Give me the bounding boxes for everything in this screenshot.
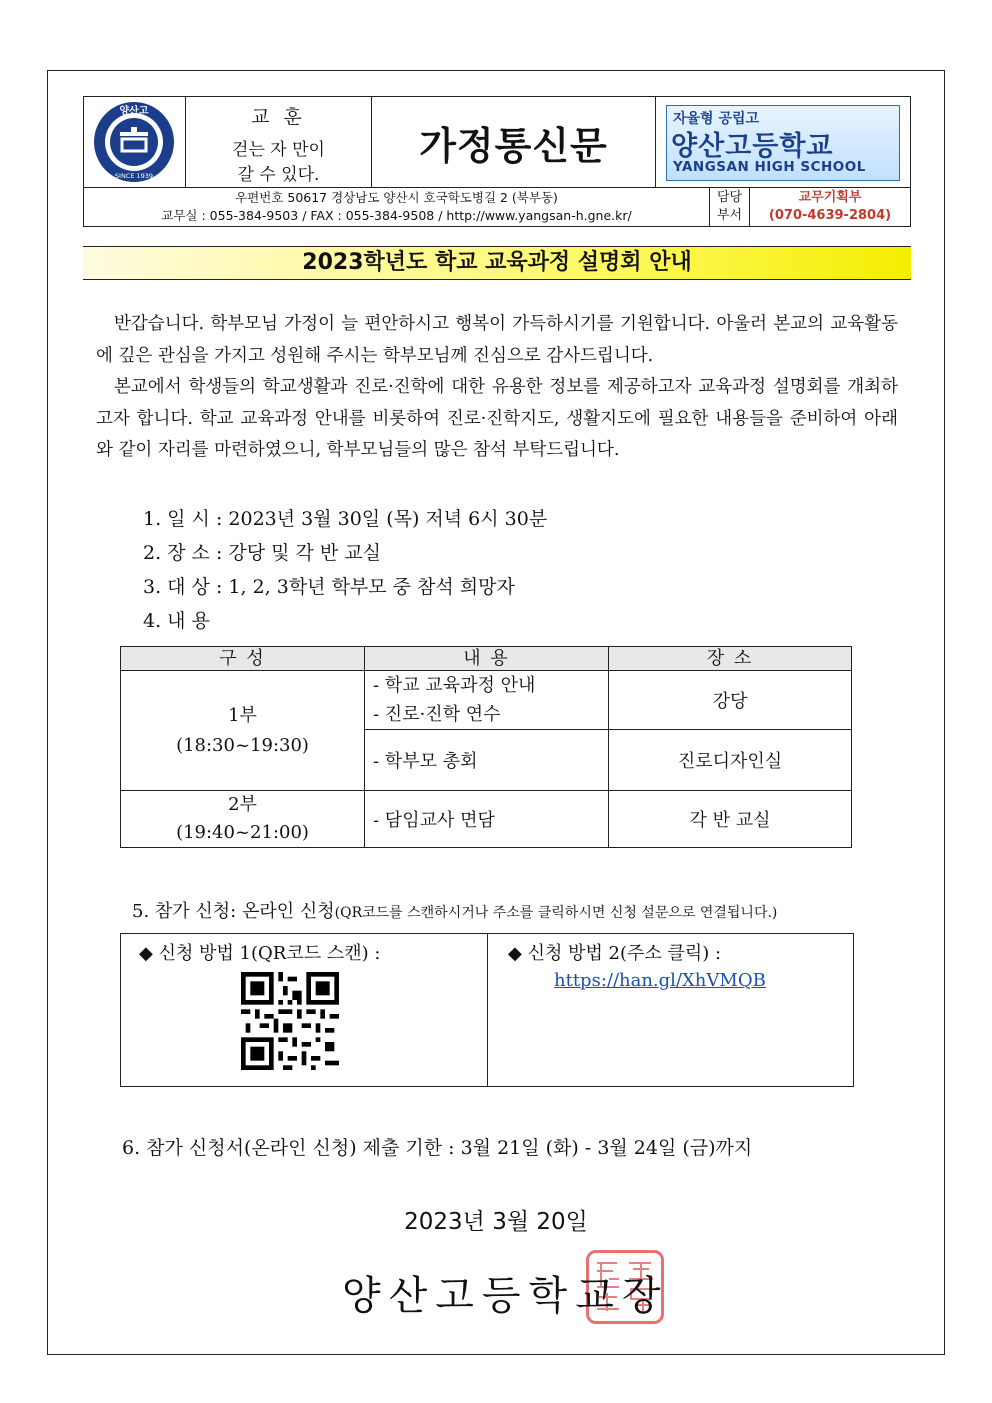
logo-text: 양산고	[119, 106, 149, 117]
dept-name: 교무기획부	[798, 190, 862, 205]
part2-content: - 담임교사 면담	[365, 791, 609, 848]
letterhead	[83, 96, 911, 227]
newsletter-title: 가정통신문	[372, 97, 656, 188]
part2-cell	[121, 791, 365, 848]
item-target: 3. 대 상 : 1, 2, 3학년 학부모 중 참석 희망자	[143, 576, 515, 598]
part2-place: 각 반 교실	[609, 791, 852, 848]
signer-name: 양산고등학교장	[342, 1273, 669, 1319]
document-title: 2023학년도 학교 교육과정 설명회 안내	[83, 246, 911, 280]
part1-place-a: 강당	[609, 671, 852, 730]
school-brand	[656, 97, 910, 188]
address-line-1: 우편번호 50617 경상남도 양산시 호국학도병길 2 (북부동)	[235, 190, 558, 205]
motto-line-2: 갈 수 있다.	[237, 165, 320, 185]
dept-phone: (070-4639-2804)	[768, 208, 892, 223]
purpose-paragraph: 본교에서 학생들의 학교생활과 진로·진학에 대한 유용한 정보를 제공하고자 교육과정 설명회를 개최하고자 합니다. 학교 교육과정 안내를 비롯하여 진로·진학지도, 생활지도에 필요한 내용들을 준비하여 아래와 같이 자리를 마련하였으니, 학부모님들의 많은 참석 부탁드립니다.	[96, 377, 898, 460]
part1-content-b: - 학부모 총회	[365, 730, 609, 791]
dept-label-1: 담당	[716, 190, 743, 205]
dept-label	[710, 188, 750, 226]
part1-content-a	[365, 671, 609, 730]
motto	[186, 97, 372, 188]
motto-line-1: 걷는 자 만이	[232, 140, 325, 160]
part2-name: 2부	[228, 794, 257, 815]
deadline: 6. 참가 신청서(온라인 신청) 제출 기한 : 3월 21일 (화) - 3월 24일 (금)까지	[122, 1137, 753, 1159]
school-logo	[84, 97, 186, 188]
apply-method-1	[121, 934, 488, 1086]
part2-time: (19:40~21:00)	[176, 822, 309, 843]
table-row	[121, 671, 852, 730]
apply-heading	[132, 897, 777, 923]
address-line-2: 교무실 : 055-384-9503 / FAX : 055-384-9508 / http://www.yangsan-h.gne.kr/	[161, 208, 632, 223]
method-2-label: ◆ 신청 방법 2(주소 클릭) :	[508, 943, 722, 964]
apply-heading-text: 5. 참가 신청: 온라인 신청	[132, 901, 335, 922]
part1-place-b: 진로디자인실	[609, 730, 852, 791]
logo-year: SINCE 1939	[114, 172, 154, 180]
dept-info	[750, 188, 910, 226]
school-name-en: YANGSAN HIGH SCHOOL	[673, 159, 866, 175]
part1-name: 1부	[228, 704, 257, 726]
motto-title: 교 훈	[251, 106, 306, 128]
intro-paragraph: 반갑습니다. 학부모님 가정이 늘 편안하시고 행복이 가득하시기를 기원합니다. 아울러 본교의 교육활동에 깊은 관심을 가지고 성원해 주시는 학부모님께 진심으로 감사드립니다.	[96, 314, 898, 366]
method-1-label: ◆ 신청 방법 1(QR코드 스캔) :	[139, 943, 381, 964]
header-place: 장 소	[609, 647, 852, 671]
address-block	[84, 188, 710, 226]
part1-content-a2: - 진로·진학 연수	[373, 704, 501, 725]
header-composition: 구 성	[121, 647, 365, 671]
table-header-row	[121, 647, 852, 671]
apply-url-link[interactable]: https://han.gl/XhVMQB	[554, 970, 766, 991]
item-place: 2. 장 소 : 강당 및 각 반 교실	[143, 542, 382, 564]
dept-label-2: 부서	[716, 208, 743, 223]
school-name: 양산고등학교	[671, 131, 834, 162]
header-content: 내 용	[365, 647, 609, 671]
part1-time: (18:30~19:30)	[176, 734, 309, 756]
part1-content-a1: - 학교 교육과정 안내	[373, 675, 536, 696]
school-tag: 자율형 공립고	[673, 111, 760, 127]
table-row	[121, 791, 852, 848]
qr-code-icon[interactable]	[241, 972, 339, 1070]
issue-date: 2023년 3월 20일	[404, 1209, 588, 1235]
apply-method-2	[488, 934, 852, 1086]
apply-heading-note: (QR코드를 스캔하시거나 주소를 클릭하시면 신청 설문으로 연결됩니다.)	[334, 905, 778, 921]
part1-cell	[121, 671, 365, 791]
item-content: 4. 내 용	[143, 610, 210, 632]
schedule-table	[120, 646, 852, 848]
apply-box	[120, 933, 854, 1087]
item-datetime: 1. 일 시 : 2023년 3월 30일 (목) 저녁 6시 30분	[143, 508, 548, 530]
